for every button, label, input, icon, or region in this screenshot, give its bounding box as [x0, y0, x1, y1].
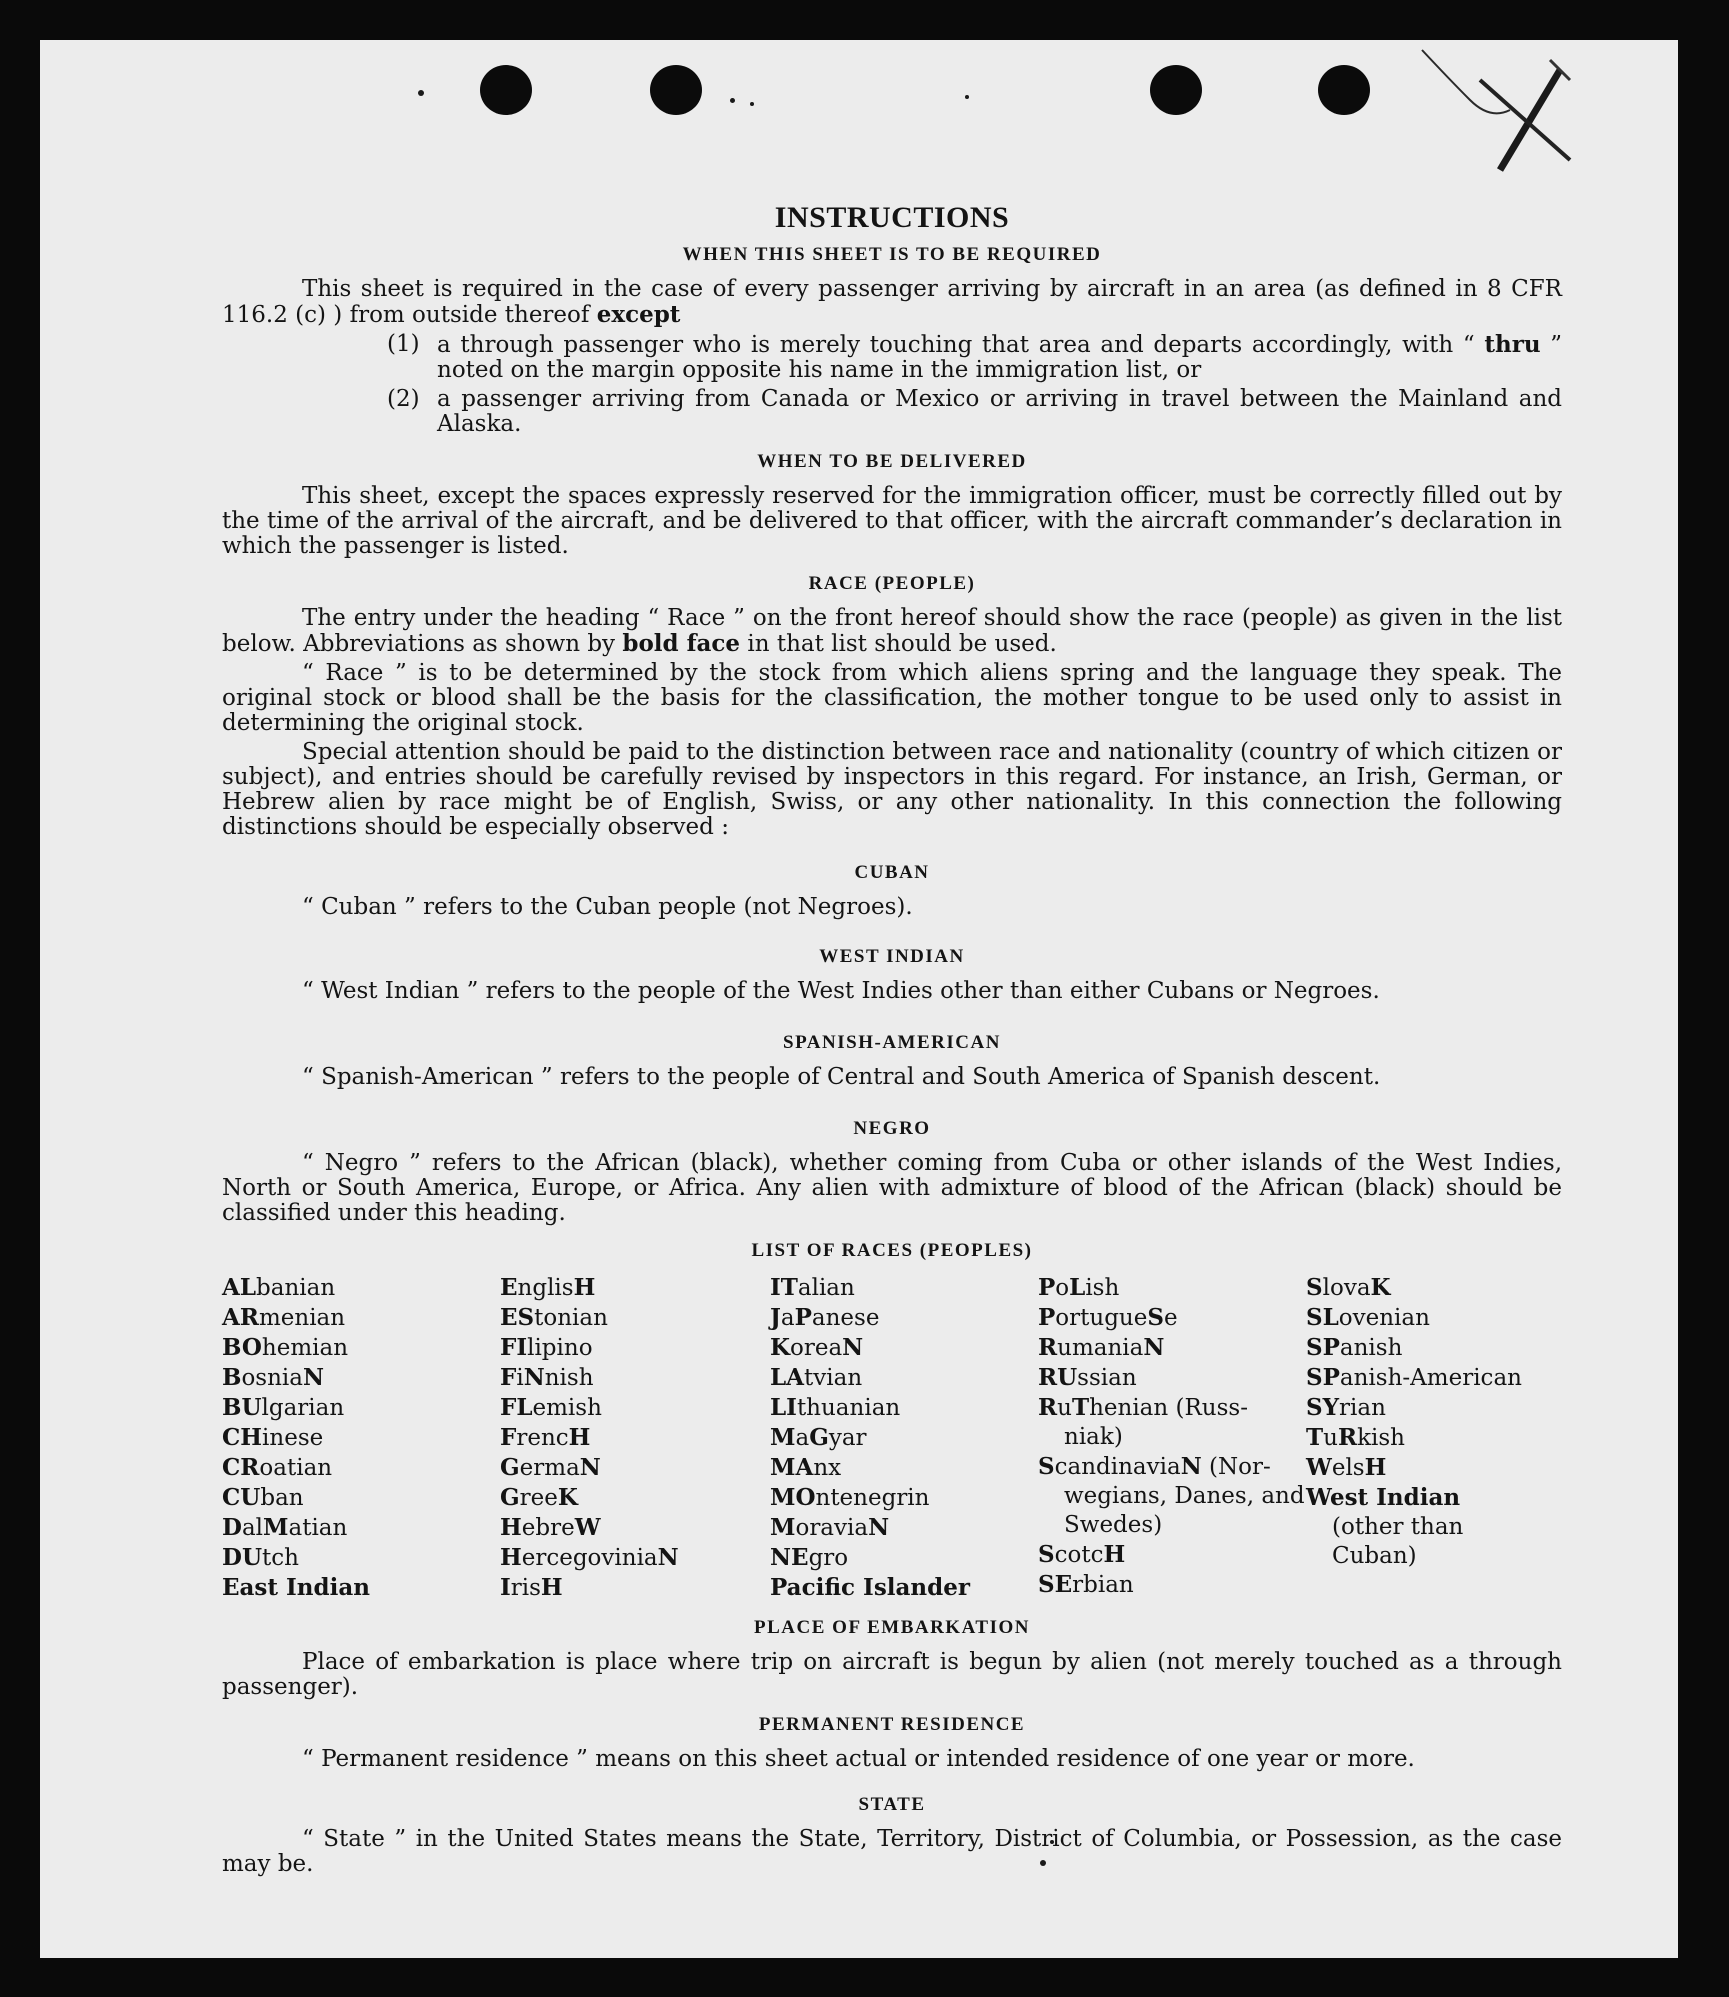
race-entry: DUtch [222, 1544, 299, 1571]
race-entry: LAtvian [770, 1364, 863, 1391]
punch-hole [1150, 65, 1202, 115]
race-entry: GermaN [500, 1454, 601, 1481]
race-entry: JaPanese [770, 1304, 880, 1331]
section-heading-negro: NEGRO [853, 1118, 931, 1139]
race-entry: HercegoviniaN [500, 1544, 679, 1571]
race-entry: FLemish [500, 1394, 602, 1421]
race-entry: IrisH [500, 1574, 563, 1601]
race-entry: SPanish-American [1306, 1364, 1522, 1391]
race-entry: ALbanian [222, 1274, 336, 1301]
race-entry: PortugueSe [1038, 1304, 1178, 1331]
exception-item: (2) a passenger arriving from Canada or Mexico or arriving in travel between the Mainland and Alaska. [387, 386, 1562, 437]
race-entry: FrencH [500, 1424, 591, 1451]
section-heading-list-of-races: LIST OF RACES (PEOPLES) [751, 1240, 1033, 1261]
races-table [222, 1273, 1562, 1603]
section-heading-cuban: CUBAN [854, 862, 930, 883]
punch-hole [1318, 65, 1370, 115]
race-entry: MAnx [770, 1454, 842, 1481]
speck [750, 102, 754, 106]
race-entry: CHinese [222, 1424, 324, 1451]
race-entry: CRoatian [222, 1454, 333, 1481]
race-paragraph: Special attention should be paid to the distinction between race and nationality (country of which citizen or subject), and entries should be carefully revised by inspectors in this regard. For instance, an Irish, German, or Hebrew alien by race might be of English, Swiss, or any other nationality. In this connection the following distinctions should be especially observed : [222, 739, 1562, 840]
spanish-american-text: “ Spanish-American ” refers to the people of Central and South America of Spanish descent. [302, 1064, 1381, 1090]
section-heading-state: STATE [858, 1794, 926, 1815]
race-entry: FiNnish [500, 1364, 594, 1391]
race-entry: FIlipino [500, 1334, 593, 1361]
race-entry: TuRkish [1306, 1424, 1405, 1451]
race-entry: CUban [222, 1484, 304, 1511]
punch-hole [650, 65, 702, 115]
document-page [40, 40, 1678, 1958]
races-column [770, 1273, 1038, 1603]
race-entry: EnglisH [500, 1274, 596, 1301]
race-entry: ARmenian [222, 1304, 346, 1331]
instructions-body [222, 165, 1562, 1877]
race-entry: ScandinaviaN (Nor-wegians, Danes, and Swedes) [1038, 1453, 1305, 1538]
race-entry: ScotcH [1038, 1541, 1126, 1568]
race-entry: BUlgarian [222, 1394, 345, 1421]
embarkation-text: Place of embarkation is place where trip on aircraft is begun by alien (not merely touched as a through passenger). [222, 1649, 1562, 1700]
race-entry: BosniaN [222, 1364, 325, 1391]
section-heading-delivered: WHEN TO BE DELIVERED [757, 451, 1027, 472]
races-column [222, 1273, 500, 1603]
race-entry: MoraviaN [770, 1514, 890, 1541]
races-column [500, 1273, 770, 1603]
race-entry: GreeK [500, 1484, 578, 1511]
race-entry: ITalian [770, 1274, 855, 1301]
section-heading-embarkation: PLACE OF EMBARKATION [754, 1617, 1030, 1638]
section-heading-west-indian: WEST INDIAN [819, 946, 965, 967]
section-heading-race: RACE (PEOPLE) [808, 573, 976, 594]
section-heading-spanish-american: SPANISH-AMERICAN [783, 1032, 1001, 1053]
race-entry: NEgro [770, 1544, 849, 1571]
speck [418, 90, 424, 96]
race-entry: Pacific Islander [770, 1574, 970, 1601]
race-entry: RumaniaN [1038, 1334, 1165, 1361]
race-entry: MOntenegrin [770, 1484, 930, 1511]
page-title: INSTRUCTIONS [774, 201, 1010, 234]
race-entry: MaGyar [770, 1424, 867, 1451]
exception-item: (1) a through passenger who is merely touching that area and departs accordingly, with “ thru ” noted on the margin opposite his name in the immigration list, or [387, 331, 1563, 383]
required-intro: This sheet is required in the case of every passenger arriving by aircraft in an area (as defined in 8 CFR 116.2 (c) ) from outside thereof except [222, 276, 1562, 328]
race-entry: WelsH [1306, 1454, 1387, 1481]
race-entry: RUssian [1038, 1364, 1137, 1391]
speck [965, 95, 969, 99]
race-entry: SlovaK [1306, 1274, 1391, 1301]
races-column [1038, 1273, 1306, 1603]
race-paragraph: “ Race ” is to be determined by the stock from which aliens spring and the language they speak. The original stock or blood shall be the basis for the classification, the mother tongue to be used only to assist in determining the original stock. [222, 660, 1562, 736]
race-entry: HebreW [500, 1514, 601, 1541]
race-entry: DalMatian [222, 1514, 348, 1541]
race-entry: PoLish [1038, 1274, 1120, 1301]
race-entry: SLovenian [1306, 1304, 1430, 1331]
negro-text: “ Negro ” refers to the African (black), whether coming from Cuba or other islands of the West Indies, North or South America, Europe, or Africa. Any alien with admixture of blood of the African (black) should be classified under this heading. [222, 1150, 1562, 1226]
races-column [1306, 1273, 1536, 1603]
delivered-text: This sheet, except the spaces expressly reserved for the immigration officer, must be correctly filled out by the time of the arrival of the aircraft, and be delivered to that officer, with the aircraft commander’s declaration in which the passenger is listed. [222, 483, 1562, 559]
race-entry: SYrian [1306, 1394, 1386, 1421]
punch-hole [480, 65, 532, 115]
residence-text: “ Permanent residence ” means on this sheet actual or intended residence of one year or more. [302, 1746, 1415, 1772]
race-entry: LIthuanian [770, 1394, 901, 1421]
state-text: “ State ” in the United States means the State, Territory, District of Columbia, or Possession, as the case may be. [222, 1826, 1562, 1877]
race-paragraph: The entry under the heading “ Race ” on the front hereof should show the race (people) as given in the list below. Abbreviations as shown by bold face in that list should be used. [222, 605, 1562, 657]
west-indian-text: “ West Indian ” refers to the people of the West Indies other than either Cubans or Negroes. [302, 978, 1380, 1004]
race-entry: West Indian (other than Cuban) [1306, 1484, 1464, 1569]
race-entry: SPanish [1306, 1334, 1403, 1361]
section-heading-required: WHEN THIS SHEET IS TO BE REQUIRED [682, 244, 1102, 265]
race-entry: EStonian [500, 1304, 608, 1331]
race-entry: KoreaN [770, 1334, 864, 1361]
race-entry: RuThenian (Russ-niak) [1038, 1394, 1248, 1450]
section-heading-residence: PERMANENT RESIDENCE [758, 1714, 1026, 1735]
speck [730, 98, 735, 103]
race-entry: East Indian [222, 1574, 370, 1601]
race-entry: SErbian [1038, 1571, 1134, 1598]
cuban-text: “ Cuban ” refers to the Cuban people (not Negroes). [302, 894, 913, 920]
race-entry: BOhemian [222, 1334, 349, 1361]
